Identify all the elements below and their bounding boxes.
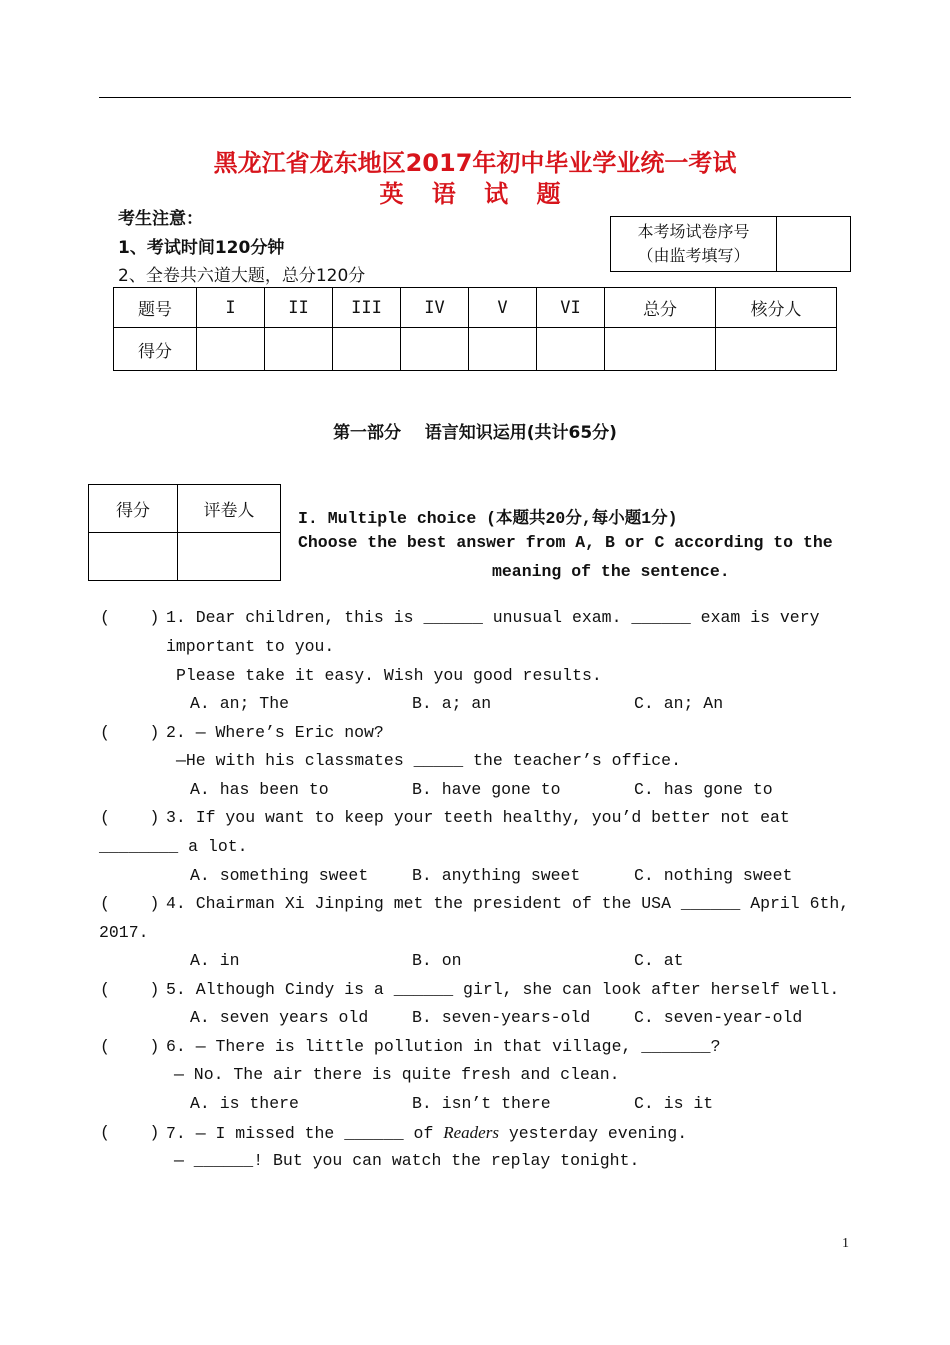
question-text: 1. Dear children, this is ______ unusual exam. ______ exam is very <box>166 608 820 627</box>
score-header: 核分人 <box>716 288 837 328</box>
question-text: —He with his classmates _____ the teacher’s office. <box>176 751 681 770</box>
option-c[interactable]: C. seven-year-old <box>634 1008 803 1027</box>
exam-title: 黑龙江省龙东地区2017年初中毕业学业统一考试 <box>213 149 737 177</box>
section-instruction: Choose the best answer from A, B or C according to the <box>298 533 833 552</box>
option-c[interactable]: C. at <box>634 951 684 970</box>
score-cell[interactable] <box>469 328 537 371</box>
score-header: IV <box>401 288 469 328</box>
seat-label-line2: （由监考填写） <box>637 246 750 265</box>
option-c[interactable]: C. nothing sweet <box>634 866 793 885</box>
exam-subtitle: 英 语 试 题 <box>379 180 571 208</box>
note-item-2: 2、全卷共六道大题，总分120分 <box>118 266 366 286</box>
question-text: 4. Chairman Xi Jinping met the president of the USA ______ April 6th, <box>166 894 850 913</box>
program-title: Readers <box>443 1123 499 1142</box>
score-header: VI <box>537 288 605 328</box>
question-text: ________ a lot. <box>99 837 248 856</box>
score-header: V <box>469 288 537 328</box>
option-a[interactable]: A. something sweet <box>190 866 369 885</box>
answer-paren[interactable]: ( ) <box>100 808 160 827</box>
question-text <box>166 1123 687 1143</box>
note-item-1: 1、考试时间120分钟 <box>118 238 285 258</box>
question-text: — ______! But you can watch the replay tonight. <box>174 1151 640 1170</box>
question-text-part: 7. — I missed the ______ of <box>166 1124 444 1143</box>
question-text: 3. If you want to keep your teeth healthy, you’d better not eat <box>166 808 790 827</box>
question-text: 2. — Where’s Eric now? <box>166 723 384 742</box>
page-number: 1 <box>842 1236 849 1251</box>
score-cell[interactable] <box>197 328 265 371</box>
question-text: 5. Although Cindy is a ______ girl, she can look after herself well. <box>166 980 840 999</box>
option-b[interactable]: B. have gone to <box>412 780 561 799</box>
score-cell[interactable] <box>605 328 716 371</box>
option-b[interactable]: B. anything sweet <box>412 866 581 885</box>
score-header: 题号 <box>114 288 197 328</box>
option-b[interactable]: B. isn’t there <box>412 1094 551 1113</box>
score-cell[interactable] <box>537 328 605 371</box>
notes-heading: 考生注意： <box>118 209 203 229</box>
option-c[interactable]: C. an; An <box>634 694 724 713</box>
grader-box <box>88 484 281 581</box>
option-a[interactable]: A. in <box>190 951 240 970</box>
option-c[interactable]: C. is it <box>634 1094 714 1113</box>
grader-score-cell[interactable] <box>89 533 178 581</box>
score-cell[interactable] <box>333 328 401 371</box>
score-cell[interactable] <box>401 328 469 371</box>
score-row-label: 得分 <box>114 328 197 371</box>
option-a[interactable]: A. has been to <box>190 780 329 799</box>
option-b[interactable]: B. seven-years-old <box>412 1008 591 1027</box>
score-cell[interactable] <box>716 328 837 371</box>
question-text: — No. The air there is quite fresh and clean. <box>174 1065 620 1084</box>
score-cell[interactable] <box>265 328 333 371</box>
section-instruction-cont: meaning of the sentence. <box>492 562 730 581</box>
option-c[interactable]: C. has gone to <box>634 780 773 799</box>
score-header: 总分 <box>605 288 716 328</box>
answer-paren[interactable]: ( ) <box>100 980 160 999</box>
score-table <box>113 287 837 371</box>
part-title: 第一部分 语言知识运用(共计65分) <box>333 423 617 443</box>
answer-paren[interactable]: ( ) <box>100 608 160 627</box>
score-header: II <box>265 288 333 328</box>
answer-paren[interactable]: ( ) <box>100 1123 160 1142</box>
score-header: I <box>197 288 265 328</box>
answer-paren[interactable]: ( ) <box>100 894 160 913</box>
option-a[interactable]: A. seven years old <box>190 1008 369 1027</box>
top-rule <box>99 97 851 98</box>
question-text: 2017. <box>99 923 149 942</box>
option-b[interactable]: B. a; an <box>412 694 492 713</box>
option-b[interactable]: B. on <box>412 951 462 970</box>
question-text: important to you. <box>166 637 335 656</box>
option-a[interactable]: A. is there <box>190 1094 299 1113</box>
seat-label-line1: 本考场试卷序号 <box>637 222 750 241</box>
grader-name-cell[interactable] <box>178 533 281 581</box>
option-a[interactable]: A. an; The <box>190 694 290 713</box>
seat-number-label <box>611 217 777 272</box>
question-text-part: yesterday evening. <box>498 1124 688 1143</box>
seat-number-box <box>610 216 851 272</box>
section-heading: I. Multiple choice (本题共20分,每小题1分) <box>298 509 678 528</box>
seat-number-cell[interactable] <box>777 217 851 272</box>
answer-paren[interactable]: ( ) <box>100 1037 160 1056</box>
grader-name-label: 评卷人 <box>178 485 281 533</box>
grader-score-label: 得分 <box>89 485 178 533</box>
answer-paren[interactable]: ( ) <box>100 723 160 742</box>
score-header: III <box>333 288 401 328</box>
question-text: 6. — There is little pollution in that village, _______? <box>166 1037 721 1056</box>
question-text: Please take it easy. Wish you good results. <box>176 666 602 685</box>
